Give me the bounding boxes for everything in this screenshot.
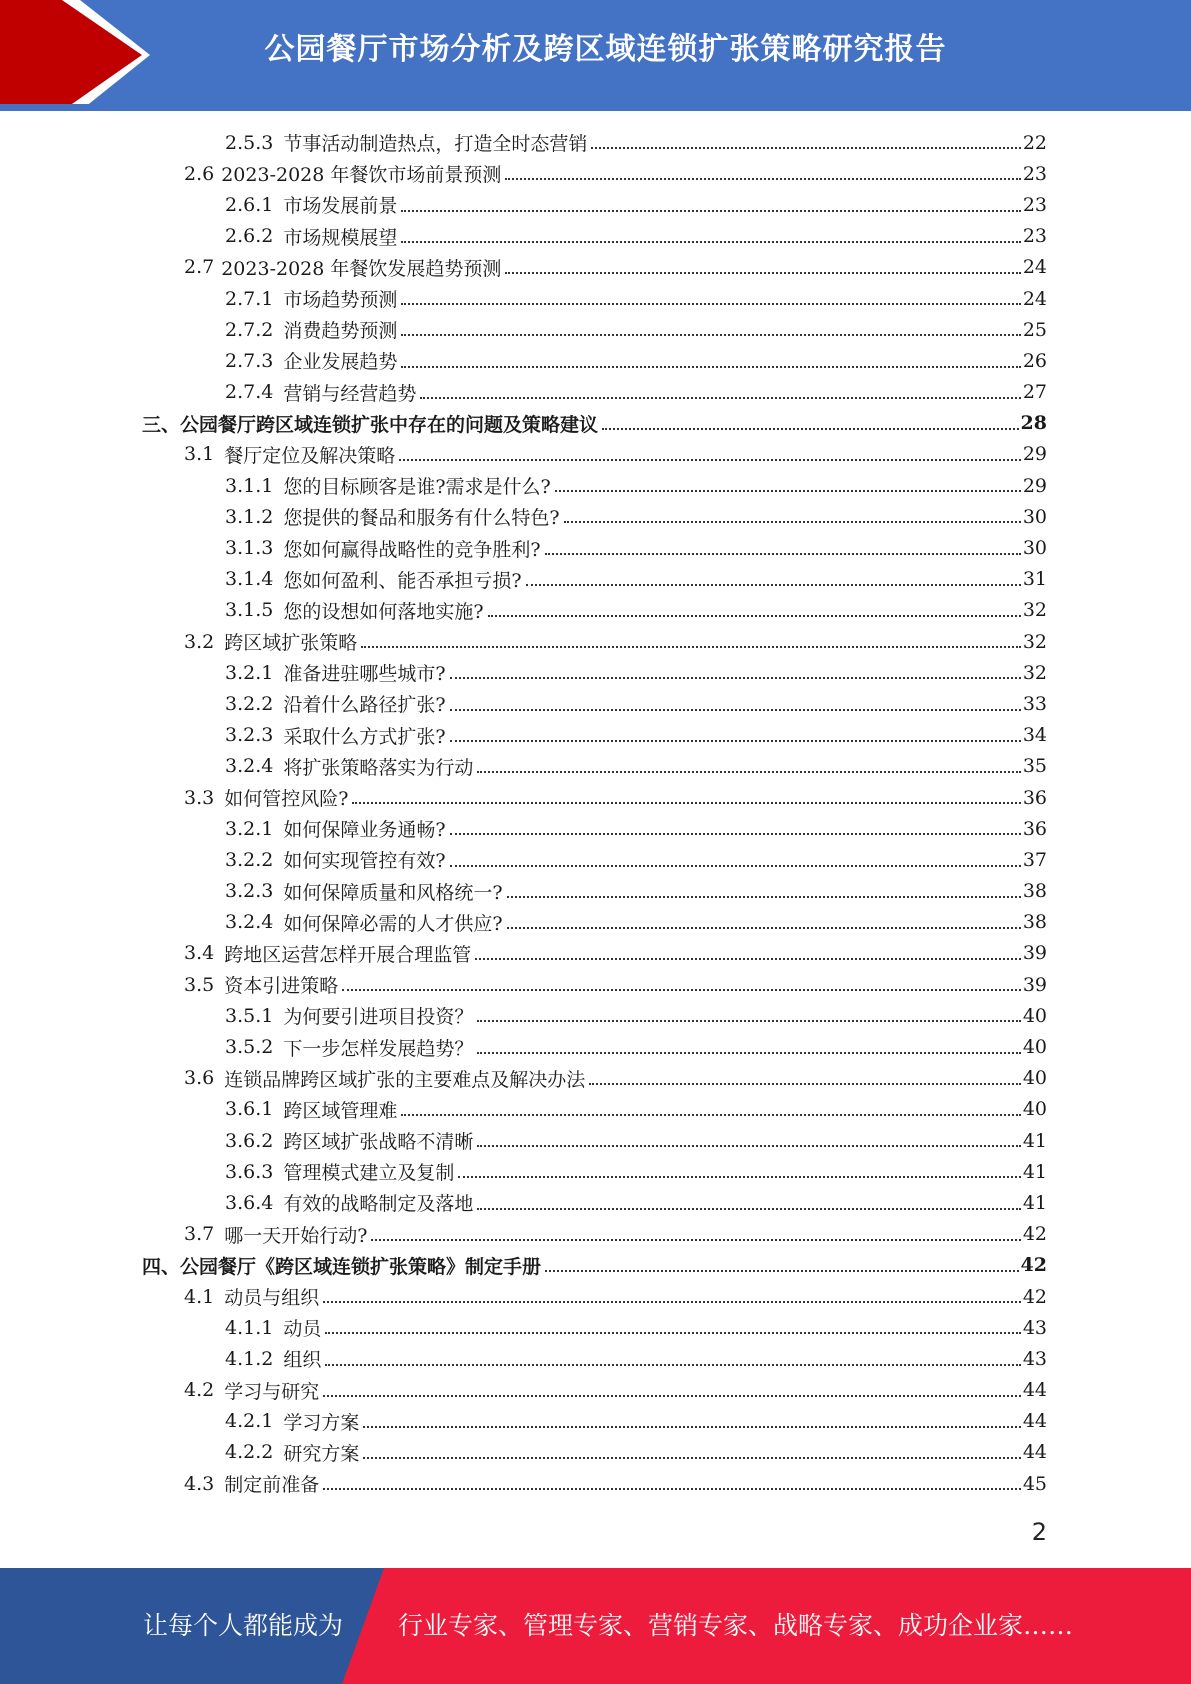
- toc-entry-title: 餐厅定位及解决策略: [224, 444, 396, 467]
- table-of-contents: [0, 127, 1191, 1499]
- toc-entry-page: 42: [1022, 1223, 1047, 1246]
- toc-entry[interactable]: [0, 720, 1191, 751]
- toc-entry-page: 38: [1022, 880, 1047, 903]
- toc-dot-leader: [505, 178, 1020, 180]
- toc-entry-title: 跨地区运营怎样开展合理监管: [224, 943, 472, 966]
- toc-entry-title: 学习方案: [283, 1411, 360, 1434]
- toc-entry-number: 3.1.1: [225, 474, 274, 497]
- page-header: [0, 0, 1191, 111]
- toc-dot-leader: [477, 1052, 1020, 1054]
- toc-entry-page: 42: [1020, 1254, 1047, 1277]
- toc-entry[interactable]: [0, 564, 1191, 595]
- toc-entry-page: 23: [1022, 193, 1047, 216]
- toc-entry-title: 资本引进策略: [224, 975, 339, 998]
- toc-dot-leader: [458, 1176, 1020, 1178]
- toc-dot-leader: [401, 210, 1020, 212]
- toc-entry-page: 36: [1022, 817, 1047, 840]
- toc-dot-leader: [589, 1083, 1021, 1085]
- toc-dot-leader: [545, 1270, 1019, 1272]
- toc-entry-page: 39: [1022, 942, 1047, 965]
- toc-entry-page: 41: [1022, 1129, 1047, 1152]
- toc-entry[interactable]: [0, 844, 1191, 875]
- toc-dot-leader: [450, 833, 1021, 835]
- toc-dot-leader: [477, 1208, 1020, 1210]
- toc-dot-leader: [450, 709, 1021, 711]
- toc-entry-title: 制定前准备: [224, 1474, 320, 1497]
- toc-entry[interactable]: [0, 626, 1191, 657]
- toc-dot-leader: [507, 927, 1021, 929]
- toc-entry[interactable]: [0, 158, 1191, 189]
- toc-entry-title: 您的目标顾客是谁?需求是什么?: [283, 476, 551, 499]
- toc-entry-title: 采取什么方式扩张?: [283, 725, 446, 748]
- toc-entry-title: 跨区域扩张策略: [224, 632, 358, 655]
- toc-dot-leader: [477, 1020, 1020, 1022]
- toc-entry[interactable]: [0, 127, 1191, 158]
- toc-entry-number: 四、: [142, 1255, 181, 1278]
- toc-entry-title: 2023-2028 年餐饮发展趋势预测: [221, 257, 502, 280]
- toc-entry-title: 2023-2028 年餐饮市场前景预测: [221, 164, 502, 187]
- page-number: 2: [1031, 1518, 1047, 1546]
- toc-entry-title: 沿着什么路径扩张?: [283, 694, 446, 717]
- toc-dot-leader: [420, 397, 1020, 399]
- toc-entry-number: 3.7: [184, 1223, 215, 1246]
- toc-entry-number: 3.2.3: [225, 724, 274, 747]
- toc-entry-title: 准备进驻哪些城市?: [283, 663, 446, 686]
- toc-dot-leader: [363, 1426, 1020, 1428]
- toc-dot-leader: [564, 521, 1021, 523]
- toc-entry-number: 3.2.4: [225, 755, 274, 778]
- toc-entry[interactable]: [0, 688, 1191, 719]
- toc-entry[interactable]: [0, 657, 1191, 688]
- toc-entry-number: 3.3: [184, 786, 215, 809]
- page-footer: [0, 1568, 1191, 1684]
- toc-dot-leader: [475, 958, 1021, 960]
- toc-entry-number: 4.3: [184, 1472, 215, 1495]
- toc-dot-leader: [505, 272, 1020, 274]
- toc-entry-title: 学习与研究: [224, 1380, 320, 1403]
- toc-entry-number: 2.7.1: [225, 287, 274, 310]
- toc-dot-leader: [325, 1332, 1020, 1334]
- toc-entry-page: 37: [1022, 848, 1047, 871]
- toc-entry-page: 40: [1022, 1067, 1047, 1090]
- toc-entry-page: 38: [1022, 911, 1047, 934]
- toc-entry[interactable]: [0, 470, 1191, 501]
- toc-dot-leader: [323, 1395, 1021, 1397]
- toc-entry-number: 3.6.3: [225, 1160, 274, 1183]
- toc-entry-number: 2.7.3: [225, 349, 274, 372]
- toc-dot-leader: [371, 1239, 1020, 1241]
- toc-entry-number: 3.2.2: [225, 692, 274, 715]
- toc-entry-title: 动员: [283, 1318, 322, 1341]
- toc-dot-leader: [363, 1457, 1020, 1459]
- toc-entry-number: 4.1.1: [225, 1316, 274, 1339]
- toc-entry-number: 3.2.4: [225, 911, 274, 934]
- toc-entry[interactable]: [0, 595, 1191, 626]
- toc-entry-page: 24: [1022, 287, 1047, 310]
- toc-entry-page: 41: [1022, 1191, 1047, 1214]
- toc-dot-leader: [450, 740, 1021, 742]
- toc-entry[interactable]: [0, 1000, 1191, 1031]
- toc-entry-number: 3.1.3: [225, 537, 274, 560]
- toc-entry-title: 消费趋势预测: [283, 320, 398, 343]
- toc-entry-number: 4.2.1: [225, 1410, 274, 1433]
- toc-entry-page: 45: [1022, 1472, 1047, 1495]
- toc-entry-title: 组织: [283, 1349, 322, 1372]
- toc-entry-title: 下一步怎样发展趋势？: [283, 1037, 474, 1060]
- toc-entry-number: 3.6.4: [225, 1191, 274, 1214]
- toc-entry-number: 3.1.4: [225, 568, 274, 591]
- toc-entry[interactable]: [0, 1031, 1191, 1062]
- toc-entry[interactable]: [0, 1281, 1191, 1312]
- toc-entry-number: 3.2.3: [225, 880, 274, 903]
- toc-entry-number: 3.2.1: [225, 817, 274, 840]
- toc-entry[interactable]: [0, 221, 1191, 252]
- toc-entry[interactable]: [0, 283, 1191, 314]
- toc-entry-title: 跨区域扩张战略不清晰: [283, 1131, 474, 1154]
- toc-entry[interactable]: [0, 532, 1191, 563]
- toc-entry-number: 3.5: [184, 973, 215, 996]
- toc-entry-page: 32: [1022, 599, 1047, 622]
- toc-entry-number: 4.1: [184, 1285, 215, 1308]
- toc-entry-number: 三、: [142, 413, 181, 436]
- toc-entry[interactable]: [0, 1187, 1191, 1218]
- toc-entry[interactable]: [0, 439, 1191, 470]
- toc-entry[interactable]: [0, 907, 1191, 938]
- toc-dot-leader: [450, 865, 1021, 867]
- toc-entry[interactable]: [0, 1312, 1191, 1343]
- toc-entry-number: 2.6.2: [225, 225, 274, 248]
- toc-entry-title: 管理模式建立及复制: [283, 1162, 455, 1185]
- toc-entry[interactable]: [0, 1219, 1191, 1250]
- toc-entry-number: 3.2.1: [225, 661, 274, 684]
- toc-entry-title: 跨区域管理难: [283, 1099, 398, 1122]
- toc-entry-page: 28: [1020, 412, 1047, 435]
- toc-entry-number: 3.5.1: [225, 1004, 274, 1027]
- toc-dot-leader: [555, 490, 1021, 492]
- toc-entry-page: 32: [1022, 661, 1047, 684]
- toc-entry-title: 您的设想如何落地实施?: [283, 600, 484, 623]
- footer-slogan: 让每个人都能成为: [143, 1611, 344, 1640]
- toc-entry-title: 企业发展趋势: [283, 351, 398, 374]
- toc-entry-number: 3.4: [184, 942, 215, 965]
- toc-entry-number: 3.1.5: [225, 599, 274, 622]
- toc-entry-number: 3.2: [184, 630, 215, 653]
- toc-entry-page: 27: [1022, 381, 1047, 404]
- toc-entry-number: 3.1.2: [225, 505, 274, 528]
- toc-entry-title: 如何管控风险?: [224, 788, 349, 811]
- toc-entry-title: 有效的战略制定及落地: [283, 1193, 474, 1216]
- toc-entry-title: 节事活动制造热点，打造全时态营销: [283, 133, 588, 156]
- toc-entry-page: 44: [1022, 1441, 1047, 1464]
- toc-entry-number: 3.6.2: [225, 1129, 274, 1152]
- toc-entry-title: 如何实现管控有效?: [283, 850, 446, 873]
- toc-dot-leader: [401, 1114, 1020, 1116]
- toc-entry[interactable]: [0, 1375, 1191, 1406]
- toc-entry-title: 如何保障业务通畅?: [283, 819, 446, 842]
- toc-dot-leader: [401, 241, 1020, 243]
- toc-entry-number: 2.5.3: [225, 131, 274, 154]
- toc-entry[interactable]: [0, 813, 1191, 844]
- toc-dot-leader: [323, 1488, 1021, 1490]
- toc-dot-leader: [488, 615, 1021, 617]
- footer-expert-list: 行业专家、管理专家、营销专家、战略专家、成功企业家……: [398, 1611, 1074, 1640]
- toc-dot-leader: [507, 896, 1021, 898]
- toc-dot-leader: [323, 1301, 1021, 1303]
- toc-entry-title: 公园餐厅《跨区域连锁扩张策略》制定手册: [180, 1255, 542, 1278]
- toc-entry[interactable]: [0, 751, 1191, 782]
- toc-entry-page: 29: [1022, 474, 1047, 497]
- toc-entry-title: 您如何赢得战略性的竞争胜利?: [283, 538, 541, 561]
- toc-entry-page: 44: [1022, 1410, 1047, 1433]
- toc-entry-page: 25: [1022, 318, 1047, 341]
- toc-entry-page: 29: [1022, 443, 1047, 466]
- toc-dot-leader: [325, 1364, 1020, 1366]
- toc-entry-title: 营销与经营趋势: [283, 382, 417, 405]
- toc-dot-leader: [602, 428, 1019, 430]
- toc-entry-number: 2.6: [184, 162, 215, 185]
- toc-entry-number: 3.1: [184, 443, 215, 466]
- toc-dot-leader: [477, 771, 1020, 773]
- toc-entry-page: 30: [1022, 537, 1047, 560]
- toc-entry-page: 22: [1022, 131, 1047, 154]
- toc-entry-title: 为何要引进项目投资？: [283, 1006, 474, 1029]
- toc-entry-title: 如何保障必需的人才供应?: [283, 912, 503, 935]
- toc-entry[interactable]: [0, 876, 1191, 907]
- toc-entry-page: 35: [1022, 755, 1047, 778]
- toc-entry-page: 34: [1022, 724, 1047, 747]
- toc-entry[interactable]: [0, 1468, 1191, 1499]
- toc-entry-number: 2.7.2: [225, 318, 274, 341]
- toc-dot-leader: [342, 989, 1021, 991]
- toc-entry-page: 23: [1022, 225, 1047, 248]
- toc-entry-page: 30: [1022, 505, 1047, 528]
- toc-entry-page: 44: [1022, 1379, 1047, 1402]
- toc-entry-number: 3.6: [184, 1067, 215, 1090]
- toc-entry-page: 24: [1022, 256, 1047, 279]
- toc-entry[interactable]: [0, 1094, 1191, 1125]
- toc-entry-title: 哪一天开始行动?: [224, 1224, 368, 1247]
- toc-entry[interactable]: [0, 314, 1191, 345]
- toc-entry-page: 43: [1022, 1347, 1047, 1370]
- toc-dot-leader: [477, 1145, 1020, 1147]
- toc-dot-leader: [361, 646, 1021, 648]
- toc-entry-title: 您提供的餐品和服务有什么特色?: [283, 507, 560, 530]
- toc-dot-leader: [401, 334, 1020, 336]
- toc-entry-number: 4.2: [184, 1379, 215, 1402]
- toc-entry-page: 33: [1022, 692, 1047, 715]
- toc-entry[interactable]: [0, 938, 1191, 969]
- toc-dot-leader: [450, 677, 1021, 679]
- toc-entry-page: 23: [1022, 162, 1047, 185]
- toc-entry[interactable]: [0, 189, 1191, 220]
- toc-entry[interactable]: [0, 969, 1191, 1000]
- toc-entry-page: 40: [1022, 1004, 1047, 1027]
- toc-entry[interactable]: [0, 1156, 1191, 1187]
- toc-entry-page: 42: [1022, 1285, 1047, 1308]
- toc-dot-leader: [399, 459, 1021, 461]
- toc-entry[interactable]: [0, 345, 1191, 376]
- toc-entry[interactable]: [0, 501, 1191, 532]
- toc-dot-leader: [352, 802, 1020, 804]
- toc-entry[interactable]: [0, 1250, 1191, 1281]
- toc-entry-page: 43: [1022, 1316, 1047, 1339]
- toc-entry[interactable]: [0, 1343, 1191, 1374]
- toc-entry-title: 市场趋势预测: [283, 289, 398, 312]
- toc-entry-title: 市场发展前景: [283, 195, 398, 218]
- toc-entry-title: 连锁品牌跨区域扩张的主要难点及解决办法: [224, 1068, 586, 1091]
- toc-entry-title: 动员与组织: [224, 1287, 320, 1310]
- toc-entry-number: 4.2.2: [225, 1441, 274, 1464]
- document-title: 公园餐厅市场分析及跨区域连锁扩张策略研究报告: [264, 32, 947, 67]
- toc-entry-number: 3.5.2: [225, 1036, 274, 1059]
- toc-entry-number: 2.6.1: [225, 193, 274, 216]
- toc-entry-title: 如何保障质量和风格统一?: [283, 881, 503, 904]
- toc-entry[interactable]: [0, 1406, 1191, 1437]
- toc-entry-page: 36: [1022, 786, 1047, 809]
- toc-entry[interactable]: [0, 377, 1191, 408]
- toc-entry-page: 32: [1022, 630, 1047, 653]
- toc-entry[interactable]: [0, 1063, 1191, 1094]
- toc-entry-page: 31: [1022, 568, 1047, 591]
- toc-entry-page: 39: [1022, 973, 1047, 996]
- toc-entry-title: 市场规模展望: [283, 226, 398, 249]
- toc-entry[interactable]: [0, 782, 1191, 813]
- toc-dot-leader: [591, 147, 1020, 149]
- toc-entry-title: 您如何盈利、能否承担亏损?: [283, 569, 522, 592]
- toc-entry[interactable]: [0, 408, 1191, 439]
- toc-entry-number: 3.2.2: [225, 848, 274, 871]
- toc-entry-number: 2.7.4: [225, 381, 274, 404]
- toc-dot-leader: [545, 553, 1021, 555]
- toc-entry-page: 41: [1022, 1160, 1047, 1183]
- toc-dot-leader: [401, 303, 1020, 305]
- toc-entry-number: 4.1.2: [225, 1347, 274, 1370]
- toc-entry-number: 2.7: [184, 256, 215, 279]
- toc-entry[interactable]: [0, 252, 1191, 283]
- toc-entry-title: 研究方案: [283, 1442, 360, 1465]
- toc-dot-leader: [401, 366, 1020, 368]
- toc-entry-number: 3.6.1: [225, 1098, 274, 1121]
- toc-entry-page: 26: [1022, 349, 1047, 372]
- toc-entry-title: 将扩张策略落实为行动: [283, 756, 474, 779]
- toc-entry-page: 40: [1022, 1098, 1047, 1121]
- toc-dot-leader: [526, 584, 1021, 586]
- toc-entry[interactable]: [0, 1125, 1191, 1156]
- toc-entry-title: 公园餐厅跨区域连锁扩张中存在的问题及策略建议: [180, 413, 599, 436]
- toc-entry-page: 40: [1022, 1036, 1047, 1059]
- toc-entry[interactable]: [0, 1437, 1191, 1468]
